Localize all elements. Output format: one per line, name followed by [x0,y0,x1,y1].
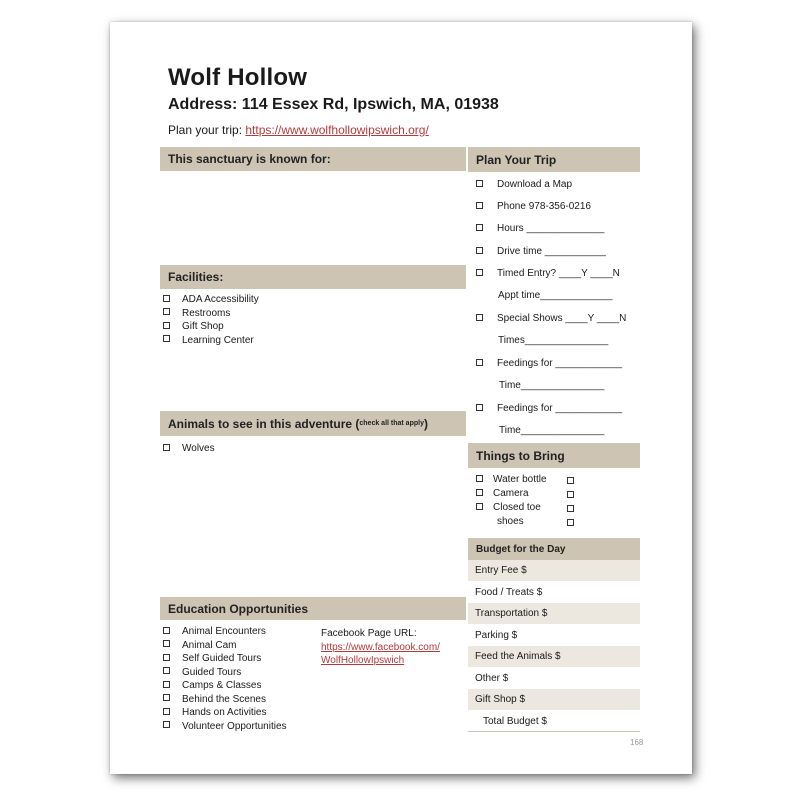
bring-blank-checkboxes [567,475,586,531]
checkbox-icon[interactable] [163,627,170,634]
list-item[interactable] [163,666,287,680]
checkbox-icon[interactable] [163,694,170,701]
list-item[interactable] [163,706,287,720]
trip-label: Special Shows ____Y ____N [497,313,627,324]
checkbox-icon[interactable] [567,505,574,512]
facility-label: Gift Shop [182,321,224,332]
bring-list [476,473,547,529]
checkbox-icon[interactable] [476,475,483,482]
plan-trip-label: Plan your trip: [168,123,246,137]
list-item[interactable] [163,320,259,334]
trip-feedings-1[interactable] [476,358,622,369]
trip-download-map[interactable] [476,179,572,190]
facilities-header-text: Facilities: [168,270,224,284]
list-item[interactable] [163,293,259,307]
list-item[interactable] [476,487,547,501]
list-item[interactable] [476,473,547,487]
budget-row[interactable]: Feed the Animals $ [468,646,640,667]
trip-appt-time: Appt time_____________ [498,290,613,301]
checkbox-icon[interactable] [476,404,483,411]
list-item[interactable] [163,679,287,693]
trip-label: Timed Entry? ____Y ____N [497,268,620,279]
trip-label: Download a Map [497,179,573,190]
facilities-list [163,293,259,347]
trip-timed-entry[interactable] [476,268,620,279]
animals-header-note: check all that apply [359,420,424,427]
list-item[interactable] [163,652,287,666]
checkbox-icon[interactable] [476,247,483,254]
budget-row[interactable]: Other $ [475,673,509,684]
list-item [476,515,547,529]
bring-label: Closed toe [493,502,541,513]
worksheet-page [110,22,692,774]
known-for-header-text: This sanctuary is known for: [168,152,331,166]
checkbox-icon[interactable] [476,489,483,496]
bring-label: Camera [493,488,529,499]
education-header [160,597,466,620]
animal-label: Wolves [182,443,215,454]
education-header-text: Education Opportunities [168,601,308,616]
trip-feedings-2[interactable] [476,403,622,414]
list-item[interactable] [163,442,215,456]
trip-label: Phone 978-356-0216 [497,201,591,212]
page-number: 168 [630,738,644,747]
trip-hours[interactable] [476,223,604,234]
animals-header-text: Animals to see in this adventure ( [168,416,360,431]
budget-row[interactable]: Gift Shop $ [468,689,640,710]
trip-time-2: Time_______________ [499,425,605,436]
budget-total-row[interactable]: Total Budget $ [468,711,640,732]
education-label: Self Guided Tours [182,653,262,664]
checkbox-icon[interactable] [163,335,170,342]
things-to-bring-header [468,443,640,468]
checkbox-icon[interactable] [476,180,483,187]
page-title: Wolf Hollow [168,64,308,91]
trip-drive-time[interactable] [476,246,606,257]
education-label: Hands on Activities [182,707,267,718]
budget-header-text: Budget for the Day [476,543,566,555]
checkbox-icon[interactable] [567,477,574,484]
address: Address: 114 Essex Rd, Ipswich, MA, 01938 [168,96,499,113]
education-label: Animal Cam [182,639,237,651]
checkbox-icon[interactable] [163,654,170,661]
facility-label: Restrooms [182,307,231,319]
education-label: Volunteer Opportunities [182,720,287,732]
budget-row[interactable]: Transportation $ [468,603,640,624]
checkbox-icon[interactable] [163,295,170,302]
trip-label: Drive time ___________ [497,246,606,257]
trip-label: Feedings for ____________ [497,403,623,414]
things-to-bring-header-text: Things to Bring [476,448,565,463]
checkbox-icon[interactable] [476,314,483,321]
facebook-label: Facebook Page URL: [321,628,417,639]
education-label: Camps & Classes [182,680,262,691]
checkbox-icon[interactable] [476,359,483,366]
trip-special-shows[interactable] [476,313,626,324]
checkbox-icon[interactable] [476,269,483,276]
checkbox-icon[interactable] [163,322,170,329]
list-item[interactable] [163,307,259,321]
plan-your-trip-header [468,147,640,172]
checkbox-icon[interactable] [567,519,574,526]
education-list [163,625,287,733]
facility-label: Learning Center [182,334,254,346]
known-for-header [160,147,466,171]
facilities-header [160,265,466,289]
list-item[interactable] [163,625,287,639]
trip-time-1: Time_______________ [499,380,605,391]
list-item[interactable] [163,334,259,348]
bring-label: shoes [497,516,524,527]
list-item[interactable] [163,693,287,707]
education-label: Guided Tours [182,666,242,678]
checkbox-icon[interactable] [476,224,483,231]
checkbox-icon[interactable] [163,444,170,451]
budget-row[interactable]: Entry Fee $ [468,560,640,581]
animals-header [160,411,466,436]
checkbox-icon[interactable] [476,202,483,209]
checkbox-icon[interactable] [163,667,170,674]
trip-label: Feedings for ____________ [497,358,623,369]
list-item[interactable] [163,639,287,653]
checkbox-icon[interactable] [476,503,483,510]
trip-times: Times_______________ [498,335,609,346]
list-item[interactable] [163,720,287,734]
facebook-link-line2[interactable]: WolfHollowIpswich [321,655,405,666]
trip-phone[interactable] [476,201,591,212]
bring-label: Water bottle [493,474,547,485]
checkbox-icon[interactable] [163,681,170,688]
checkbox-icon[interactable] [567,491,574,498]
checkbox-icon[interactable] [163,721,170,728]
animals-header-close: ) [423,416,428,431]
checkbox-icon[interactable] [163,708,170,715]
list-item[interactable] [476,501,547,515]
facility-label: ADA Accessibility [182,294,259,305]
website-link[interactable]: https://www.wolfhollowipswich.org/ [245,123,429,137]
checkbox-icon[interactable] [163,640,170,647]
facebook-block [321,627,440,668]
trip-label: Hours ______________ [497,223,605,234]
education-label: Animal Encounters [182,626,266,637]
plan-trip-line [168,123,429,137]
budget-row[interactable]: Food / Treats $ [475,587,543,598]
budget-row[interactable]: Parking $ [475,630,518,641]
budget-header [468,538,640,560]
plan-your-trip-header-text: Plan Your Trip [476,152,557,167]
checkbox-icon[interactable] [163,308,170,315]
facebook-link-line1[interactable]: https://www.facebook.com/ [321,641,440,653]
education-label: Behind the Scenes [182,693,266,705]
animals-list [163,442,215,456]
